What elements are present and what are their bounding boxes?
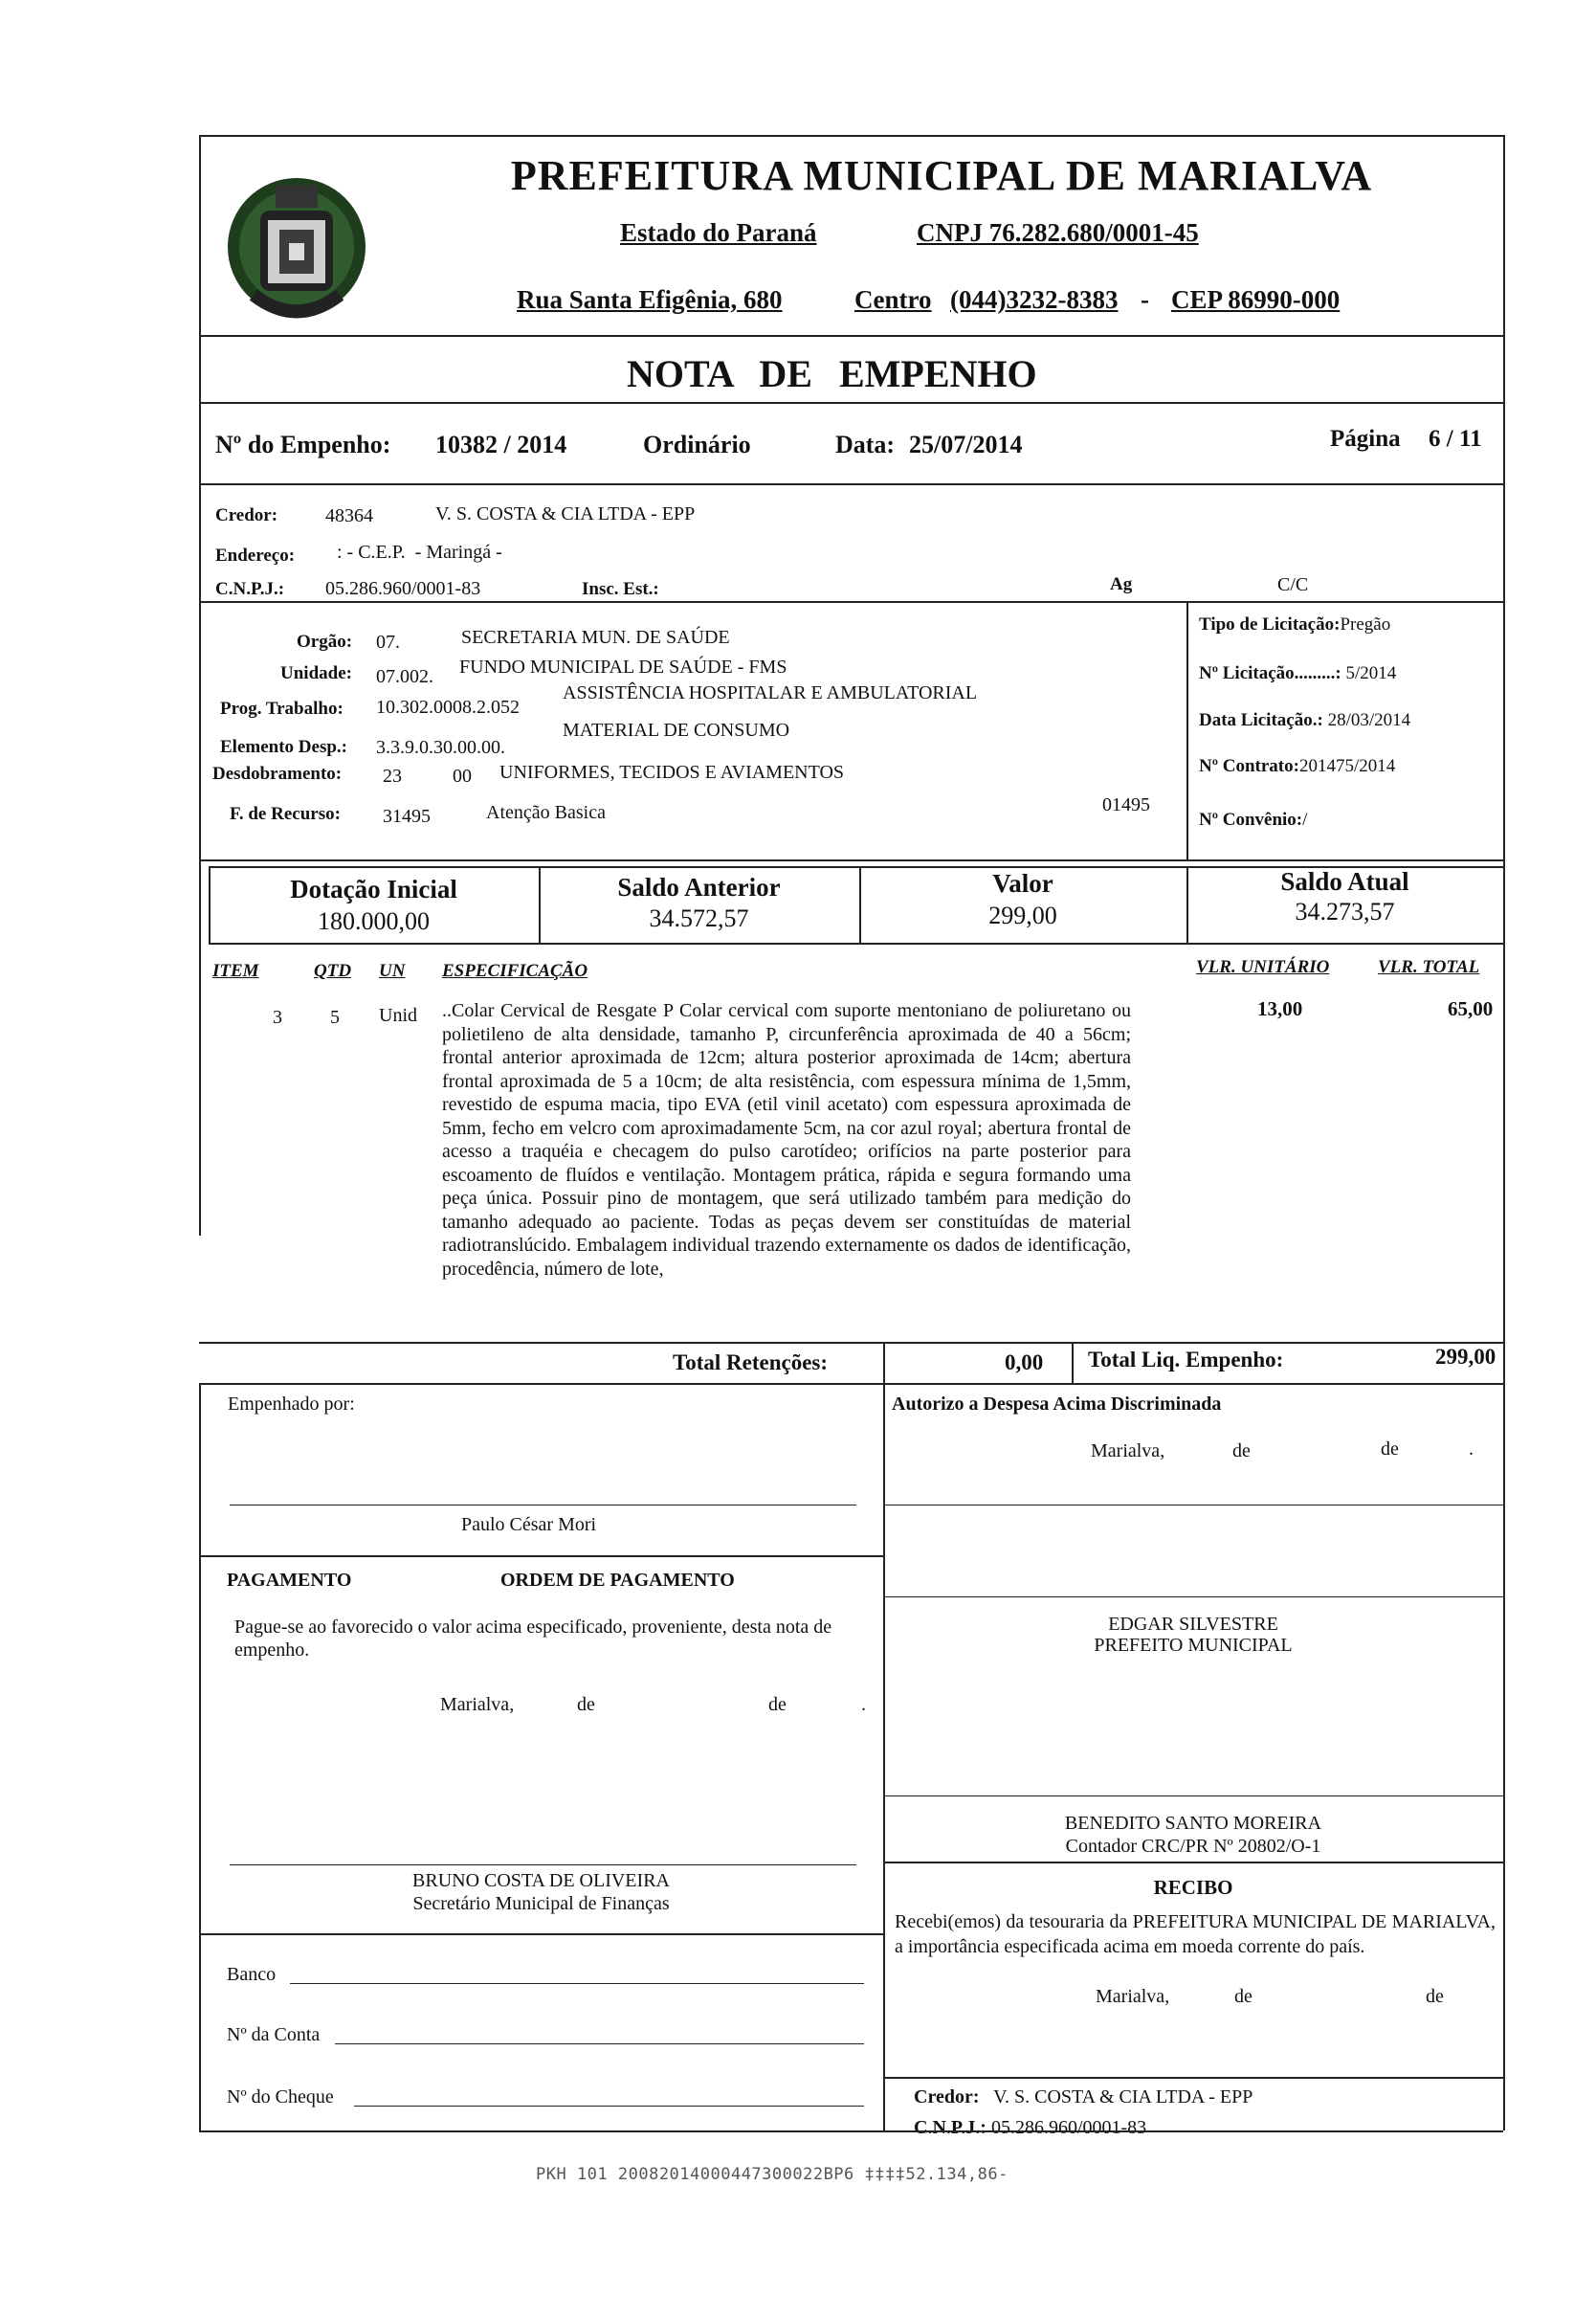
date-label: Data: — [835, 431, 896, 458]
licitacao-number-label: Nº Licitação.........: — [1199, 663, 1341, 683]
recibo-title: RECIBO — [1153, 1876, 1233, 1899]
recibo-credor-value: V. S. COSTA & CIA LTDA - EPP — [993, 2086, 1253, 2107]
contrato-value: 201475/2014 — [1298, 756, 1396, 776]
elemento-code: 3.3.9.0.30.00.00. — [376, 737, 505, 758]
header-separator: - — [1141, 285, 1149, 314]
desdobramento-name: UNIFORMES, TECIDOS E AVIAMENTOS — [499, 762, 845, 783]
prog-name: ASSISTÊNCIA HOSPITALAR E AMBULATORIAL — [563, 682, 978, 703]
empenho-date: 25/07/2014 — [909, 431, 1023, 458]
recurso-name: Atenção Basica — [486, 802, 606, 823]
item-specification: ..Colar Cervical de Resgate P Colar cervical com suporte mentoniano de poliuretano ou polietileno de alta densidade, tamanho P, circunferência aproximada de 40 a 56cm; frontal anterior aproximada de 12cm; altura posterior aproximada de 14cm; abertura frontal aproximada de 5 a 10cm; de alta resistência, com espessura mínima de 1,5mm, revestido de espuma macia, tipo EVA (etil vinil acetato) com espessura aproximada de 5mm, fecho em velcro com aproximadamente 5cm, na cor azul royal; abertura frontal de acesso a traquéia e checagem do pulso carotídeo; orifícios na parte posterior para escoamento de fluídos e ventilação. Montagem prática, rápida e segura formando uma peça única. Possuir pino de montagem, que será utilizado também para medição do tamanho adequado ao paciente. Todas as peças devem ser constituídas de material radiotranslúcido. Embalagem individual trazendo externamente os dados de identificação, procedência, número de lote, — [442, 1000, 1131, 1280]
contador-title: Contador CRC/PR Nº 20802/O-1 — [1065, 1836, 1321, 1857]
autorizo-de-2: de — [1381, 1438, 1399, 1460]
empenhado-por-label: Empenhado por: — [228, 1394, 355, 1415]
orgao-label: Orgão: — [297, 632, 353, 652]
recibo-city: Marialva, — [1096, 1986, 1170, 2007]
licitacao-type-value: Pregão — [1340, 614, 1391, 635]
total-retencoes-label: Total Retenções: — [673, 1350, 829, 1374]
desdobramento-sub: 00 — [453, 766, 472, 787]
credor-name: V. S. COSTA & CIA LTDA - EPP — [435, 503, 696, 524]
licitacao-number-value: 5/2014 — [1345, 663, 1397, 683]
pagamento-de-2: de — [768, 1694, 787, 1715]
conta-label: Nº da Conta — [227, 2024, 321, 2045]
recibo-cnpj-label: C.N.P.J.: — [914, 2117, 986, 2138]
endereco-value: : - C.E.P. - Maringá - — [337, 542, 502, 563]
pagamento-city: Marialva, — [440, 1694, 515, 1715]
recurso-label: F. de Recurso: — [230, 804, 341, 824]
saldo-atual-value: 34.273,57 — [1295, 898, 1395, 925]
secretario-title: Secretário Municipal de Finanças — [412, 1893, 670, 1914]
recibo-credor-label: Credor: — [914, 2086, 980, 2107]
desdobramento-label: Desdobramento: — [212, 764, 343, 784]
unidade-label: Unidade: — [280, 663, 352, 683]
autorizo-city: Marialva, — [1091, 1440, 1165, 1461]
saldo-atual-label: Saldo Atual — [1280, 867, 1409, 896]
orgao-name: SECRETARIA MUN. DE SAÚDE — [461, 627, 730, 648]
contador-name: BENEDITO SANTO MOREIRA — [1064, 1813, 1322, 1834]
elemento-label: Elemento Desp.: — [220, 737, 347, 757]
recibo-cnpj-value: 05.286.960/0001-83 — [990, 2117, 1147, 2138]
header-cep: CEP 86990-000 — [1171, 285, 1341, 314]
col-item: ITEM — [212, 961, 259, 981]
total-liquido-value: 299,00 — [1435, 1345, 1496, 1369]
banco-label: Banco — [227, 1964, 277, 1985]
cnpj-value: 05.286.960/0001-83 — [325, 578, 481, 599]
recibo-de-2: de — [1426, 1986, 1444, 2007]
prefeito-name: EDGAR SILVESTRE — [1108, 1614, 1278, 1635]
desdobramento-code: 23 — [383, 766, 402, 787]
item-unit: Unid — [379, 1005, 417, 1026]
credor-label: Credor: — [215, 505, 278, 525]
pagamento-label: PAGAMENTO — [227, 1570, 352, 1591]
unidade-name: FUNDO MUNICIPAL DE SAÚDE - FMS — [459, 657, 787, 678]
authentication-code: PKH 101 20082014000447300022BP6 ‡‡‡‡52.134,86- — [536, 2165, 1009, 2184]
col-qtd: QTD — [314, 961, 352, 981]
valor-label: Valor — [992, 869, 1053, 898]
empenho-type: Ordinário — [643, 431, 751, 458]
convenio — [1199, 810, 1307, 831]
ordem-pagamento-label: ORDEM DE PAGAMENTO — [500, 1570, 735, 1591]
autorizo-label: Autorizo a Despesa Acima Discriminada — [892, 1394, 1222, 1415]
unidade-code: 07.002. — [376, 666, 433, 687]
autorizo-de-1: de — [1232, 1440, 1251, 1461]
recibo-credor — [914, 2086, 1252, 2108]
insc-est-label: Insc. Est.: — [582, 579, 659, 599]
licitacao-type-label: Tipo de Licitação: — [1199, 614, 1341, 635]
licitacao-date-value: 28/03/2014 — [1327, 710, 1411, 730]
secretario-name: BRUNO COSTA DE OLIVEIRA — [412, 1870, 670, 1891]
header-cnpj: CNPJ 76.282.680/0001-45 — [917, 218, 1199, 247]
empenhado-name: Paulo César Mori — [461, 1514, 597, 1535]
recibo-text: Recebi(emos) da tesouraria da PREFEITURA MUNICIPAL DE MARIALVA, a importância especificada acima em moeda corrente do país. — [895, 1911, 1496, 1957]
saldo-anterior-label: Saldo Anterior — [617, 873, 781, 902]
contrato-label: Nº Contrato: — [1199, 756, 1299, 776]
state-name: Estado do Paraná — [620, 218, 817, 247]
pagamento-de-1: de — [577, 1694, 595, 1715]
page-title: PREFEITURA MUNICIPAL DE MARIALVA — [510, 152, 1373, 199]
dotacao-inicial-value: 180.000,00 — [318, 907, 430, 935]
empenho-number: 10382 / 2014 — [435, 431, 567, 458]
licitacao-date — [1199, 710, 1410, 731]
autorizo-dot: . — [1469, 1438, 1474, 1460]
empenho-number-label: Nº do Empenho: — [215, 431, 391, 458]
pague-se-text: Pague-se ao favorecido o valor acima especificado, proveniente, desta nota de empenho. — [234, 1617, 832, 1661]
credor-code: 48364 — [325, 505, 373, 526]
col-un: UN — [379, 961, 406, 981]
col-total-value: VLR. TOTAL — [1378, 957, 1480, 977]
account-label: C/C — [1277, 574, 1309, 595]
col-spec: ESPECIFICAÇÃO — [442, 961, 588, 981]
licitacao-number — [1199, 663, 1396, 684]
licitacao-type — [1199, 614, 1390, 636]
convenio-label: Nº Convênio: — [1199, 810, 1303, 830]
valor-value: 299,00 — [988, 902, 1057, 929]
cnpj-label: C.N.P.J.: — [215, 579, 285, 599]
item-number: 3 — [273, 1007, 282, 1028]
prog-code: 10.302.0008.2.052 — [376, 697, 520, 718]
page-label: Página — [1330, 426, 1401, 452]
prog-label: Prog. Trabalho: — [220, 699, 344, 719]
recurso-code: 31495 — [383, 806, 431, 827]
agency-label: Ag — [1110, 574, 1133, 594]
total-retencoes-value: 0,00 — [1005, 1350, 1044, 1374]
recibo-de-1: de — [1234, 1986, 1252, 2007]
contrato — [1199, 756, 1395, 777]
cheque-label: Nº do Cheque — [227, 2086, 334, 2107]
col-unit-value: VLR. UNITÁRIO — [1196, 957, 1330, 977]
item-unit-price: 13,00 — [1257, 997, 1303, 1020]
pagamento-dot: . — [861, 1694, 866, 1715]
licitacao-date-label: Data Licitação.: — [1199, 710, 1323, 730]
dotacao-inicial-label: Dotação Inicial — [290, 875, 457, 903]
convenio-value: / — [1302, 810, 1308, 830]
saldo-anterior-value: 34.572,57 — [649, 904, 749, 932]
item-total-price: 65,00 — [1448, 997, 1494, 1020]
header-phone: (044)3232-8383 — [950, 285, 1119, 314]
endereco-label: Endereço: — [215, 546, 296, 566]
orgao-code: 07. — [376, 632, 400, 653]
recurso-number: 01495 — [1102, 794, 1150, 815]
elemento-name: MATERIAL DE CONSUMO — [563, 720, 790, 741]
document-title: NOTA DE EMPENHO — [627, 352, 1037, 395]
prefeito-title: PREFEITO MUNICIPAL — [1094, 1635, 1293, 1656]
page-number: 6 / 11 — [1429, 426, 1482, 452]
header-address: Rua Santa Efigênia, 680 — [517, 285, 783, 314]
total-liquido-label: Total Liq. Empenho: — [1088, 1348, 1284, 1372]
header-district: Centro — [854, 285, 932, 314]
item-qty: 5 — [330, 1007, 340, 1028]
recibo-cnpj — [914, 2117, 1146, 2139]
